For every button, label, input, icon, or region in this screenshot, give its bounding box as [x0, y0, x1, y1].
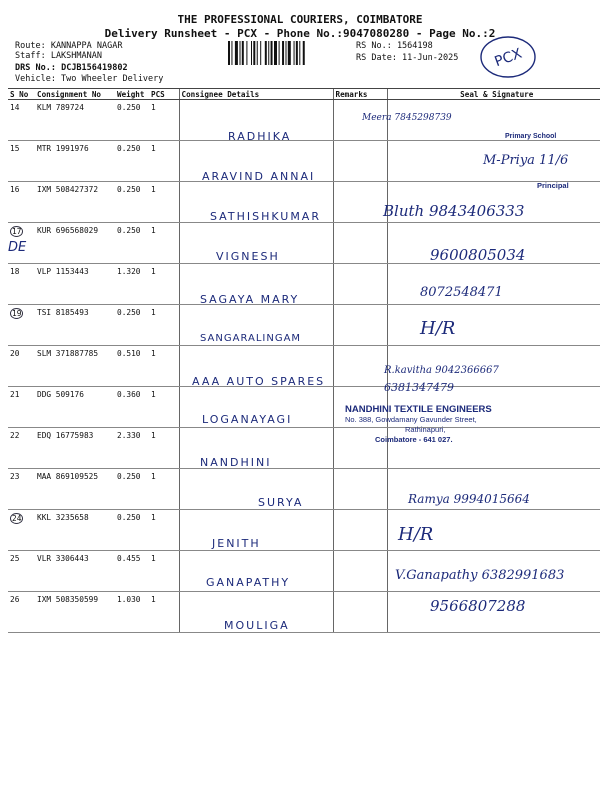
row-sno-text: 25	[10, 554, 20, 563]
row-consignment-text: IXM 508427372	[37, 185, 99, 194]
row-consignment	[35, 592, 115, 633]
row-consignment	[35, 264, 115, 305]
col-signature: Seal & Signature	[387, 89, 600, 100]
row-weight	[115, 141, 149, 182]
table-row	[8, 305, 600, 346]
hw-sig-20: R.kavitha 9042366667	[384, 365, 499, 376]
row-remarks	[333, 305, 387, 346]
row-pcs	[149, 469, 179, 510]
table-header-row	[8, 89, 600, 100]
row-weight-text: 0.510	[117, 349, 141, 358]
table-row	[8, 264, 600, 305]
row-consignment-text: EDQ 16775983	[37, 431, 94, 440]
hw-name-14: RADHIKA	[228, 130, 292, 143]
row-remarks	[333, 592, 387, 633]
row-remarks	[333, 264, 387, 305]
row-pcs	[149, 182, 179, 223]
pcx-stamp-text: PCX	[492, 45, 525, 71]
row-remarks	[333, 223, 387, 264]
row-pcs-text: 1	[151, 144, 156, 153]
row-pcs-text: 1	[151, 308, 156, 317]
row-remarks	[333, 469, 387, 510]
row-sno	[8, 100, 35, 141]
row-remarks	[333, 141, 387, 182]
row-pcs-text: 1	[151, 185, 156, 194]
row-pcs	[149, 428, 179, 469]
school-stamp: Primary School	[505, 133, 557, 140]
row-weight-text: 0.250	[117, 103, 141, 112]
row-pcs-text: 1	[151, 554, 156, 563]
row-pcs-text: 1	[151, 349, 156, 358]
barcode-icon	[228, 41, 350, 65]
row-pcs	[149, 592, 179, 633]
row-consignment	[35, 551, 115, 592]
row-consignment-text: KUR 696568029	[37, 226, 99, 235]
row-consignee	[179, 469, 333, 510]
row-sno-text: 18	[10, 267, 20, 276]
hw-sig-17: 9600805034	[430, 246, 526, 264]
row-sno-text: 17	[12, 227, 22, 236]
company-stamp-area: Rathinapuri,	[405, 425, 446, 434]
row-pcs-text: 1	[151, 472, 156, 481]
hw-sig-21: 6381347479	[384, 381, 454, 394]
hw-name-19: SANGARALINGAM	[200, 333, 302, 344]
row-consignment	[35, 100, 115, 141]
row-weight	[115, 551, 149, 592]
row-weight	[115, 387, 149, 428]
row-sno-text: 14	[10, 103, 20, 112]
row-sno	[8, 551, 35, 592]
hw-sig-25: V.Ganapathy 6382991683	[395, 568, 565, 583]
row-weight	[115, 223, 149, 264]
row-sno-text: 23	[10, 472, 20, 481]
row-sno	[8, 264, 35, 305]
row-sno-text: 26	[10, 595, 20, 604]
row-consignment	[35, 428, 115, 469]
row-sno	[8, 141, 35, 182]
row-consignment-text: SLM 371887785	[37, 349, 99, 358]
row-weight	[115, 469, 149, 510]
row-weight	[115, 346, 149, 387]
row-consignment-text: MAA 869109525	[37, 472, 99, 481]
row-sno-text: 15	[10, 144, 20, 153]
row-consignment-text: VLR 3306443	[37, 554, 89, 563]
row-consignment-text: DDG 509176	[37, 390, 84, 399]
row-weight	[115, 592, 149, 633]
row-consignment	[35, 510, 115, 551]
row-pcs-text: 1	[151, 267, 156, 276]
row-consignment	[35, 182, 115, 223]
row-sno	[8, 469, 35, 510]
drs-label: DRS No.:	[15, 63, 56, 73]
row-consignment	[35, 305, 115, 346]
col-consignee: Consignee Details	[179, 89, 333, 100]
staff-text: Staff: LAKSHMANAN	[15, 51, 102, 61]
row-weight-text: 0.250	[117, 144, 141, 153]
col-consignment: Consignment No	[35, 89, 115, 100]
row-pcs	[149, 305, 179, 346]
col-pcs: PCS	[149, 89, 179, 100]
row-sno-text: 21	[10, 390, 20, 399]
row-consignment-text: VLP 1153443	[37, 267, 89, 276]
row-pcs-text: 1	[151, 595, 156, 604]
row-sno	[8, 428, 35, 469]
row-sno-text: 19	[12, 309, 22, 318]
row-weight-text: 0.250	[117, 185, 141, 194]
vehicle-text: Vehicle: Two Wheeler Delivery	[15, 74, 164, 84]
hw-name-18: SAGAYA MARY	[200, 293, 300, 306]
hw-sig-18: 8072548471	[420, 285, 503, 300]
row-pcs-text: 1	[151, 226, 156, 235]
hw-name-15: ARAVIND ANNAI	[202, 170, 316, 183]
row-pcs	[149, 100, 179, 141]
hw-sig-26: 9566807288	[430, 597, 526, 615]
row-sno	[8, 305, 35, 346]
row-pcs	[149, 223, 179, 264]
row-weight-text: 1.320	[117, 267, 141, 276]
row-sno	[8, 592, 35, 633]
hw-sig-14: Meera 7845298739	[362, 113, 452, 123]
company-title: THE PROFESSIONAL COURIERS, COIMBATORE	[177, 13, 423, 26]
hw-sig-23: Ramya 9994015664	[408, 492, 530, 506]
row-weight-text: 0.250	[117, 308, 141, 317]
hw-name-23: SURYA	[258, 496, 304, 509]
row-weight-text: 1.030	[117, 595, 141, 604]
row-pcs-text: 1	[151, 513, 156, 522]
row-pcs-text: 1	[151, 431, 156, 440]
hw-name-24: JENITH	[212, 537, 261, 550]
row-sno	[8, 346, 35, 387]
row-consignment-text: KKL 3235658	[37, 513, 89, 522]
row-pcs	[149, 510, 179, 551]
company-stamp	[345, 405, 525, 457]
row-consignment	[35, 223, 115, 264]
row-weight	[115, 305, 149, 346]
row-weight-text: 0.250	[117, 513, 141, 522]
row-sno-text: 20	[10, 349, 20, 358]
row-pcs	[149, 387, 179, 428]
row-weight-text: 2.330	[117, 431, 141, 440]
rs-date: RS Date: 11-Jun-2025	[356, 53, 459, 63]
row-consignment-text: IXM 508350599	[37, 595, 99, 604]
hw-name-20: AAA AUTO SPARES	[192, 375, 326, 388]
drs-number	[15, 63, 128, 73]
row-weight-text: 0.455	[117, 554, 141, 563]
row-weight	[115, 264, 149, 305]
route-text: Route: KANNAPPA NAGAR	[15, 41, 123, 51]
table-row	[8, 510, 600, 551]
row-sno-text: 16	[10, 185, 20, 194]
row-remarks	[333, 551, 387, 592]
drs-value: DCJB156419802	[61, 63, 128, 73]
row-weight-text: 0.250	[117, 226, 141, 235]
row-sno-text: 24	[12, 514, 22, 523]
row-weight	[115, 100, 149, 141]
row-weight	[115, 510, 149, 551]
col-sno: S No	[8, 89, 35, 100]
hw-name-17: VIGNESH	[216, 250, 280, 263]
row-pcs	[149, 551, 179, 592]
row-pcs	[149, 346, 179, 387]
row-sno	[8, 510, 35, 551]
row-remarks	[333, 346, 387, 387]
runsheet-subtitle: Delivery Runsheet - PCX - Phone No.:9047080280 - Page No.:2	[104, 27, 496, 40]
row-consignment-text: MTR 1991976	[37, 144, 89, 153]
row-pcs	[149, 141, 179, 182]
row-remarks	[333, 182, 387, 223]
row-consignment	[35, 387, 115, 428]
hw-sig-16: Bluth 9843406333	[383, 202, 525, 220]
hw-sig-15: M-Priya 11/6	[483, 153, 569, 168]
hw-name-25: GANAPATHY	[206, 576, 291, 589]
company-stamp-address: No. 388, Gowdamany Gavunder Street,	[345, 415, 477, 424]
col-weight: Weight	[115, 89, 149, 100]
row-consignment-text: KLM 789724	[37, 103, 84, 112]
hw-sig-24: H/R	[398, 524, 434, 545]
row-weight	[115, 428, 149, 469]
hw-name-26: MOULIGA	[224, 619, 290, 632]
row-weight	[115, 182, 149, 223]
row-pcs	[149, 264, 179, 305]
row-weight-text: 0.360	[117, 390, 141, 399]
row-signature	[387, 305, 600, 346]
hw-name-16: SATHISHKUMAR	[210, 210, 321, 223]
pcx-stamp	[478, 34, 538, 80]
col-remarks: Remarks	[333, 89, 387, 100]
row-consignment	[35, 141, 115, 182]
row-remarks	[333, 510, 387, 551]
row-sno	[8, 182, 35, 223]
row-consignment	[35, 346, 115, 387]
hw-name-21: LOGANAYAGI	[202, 413, 293, 426]
rs-number: RS No.: 1564198	[356, 41, 433, 51]
hw-sig-19: H/R	[420, 318, 456, 339]
hw-name-22: NANDHINI	[200, 456, 272, 469]
row-consignment-text: TSI 8185493	[37, 308, 89, 317]
row-weight-text: 0.250	[117, 472, 141, 481]
row-sno-text: 22	[10, 431, 20, 440]
hw-de-note: DE	[8, 240, 27, 255]
row-pcs-text: 1	[151, 390, 156, 399]
row-sno	[8, 387, 35, 428]
row-consignment	[35, 469, 115, 510]
principal-stamp: Principal	[537, 181, 569, 190]
row-pcs-text: 1	[151, 103, 156, 112]
company-stamp-city: Coimbatore - 641 027.	[375, 435, 453, 444]
company-stamp-name: NANDHINI TEXTILE ENGINEERS	[345, 404, 492, 415]
